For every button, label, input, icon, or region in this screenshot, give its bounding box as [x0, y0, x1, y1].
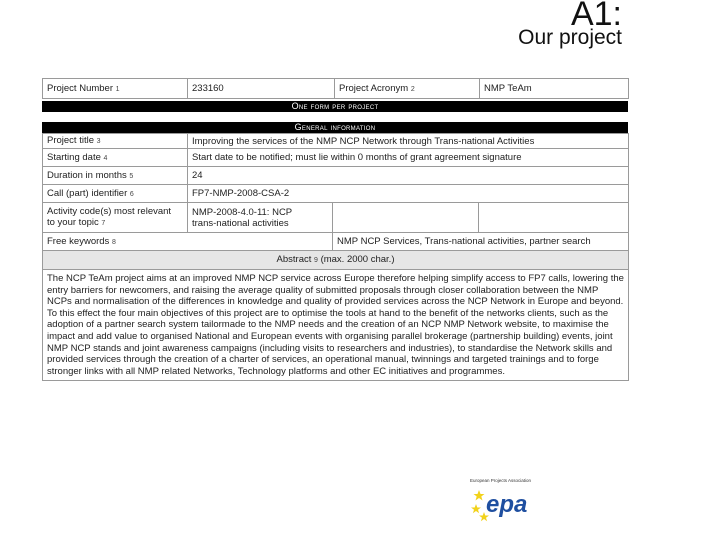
keywords-value: NMP NCP Services, Trans-national activities, partner search [333, 233, 629, 251]
project-acronym-ref: 2 [410, 85, 415, 93]
project-number-label: Project Number 1 [43, 79, 188, 99]
epa-logo-caption: European Projects Association [470, 478, 532, 483]
epa-logo-mark [470, 478, 540, 526]
general-info-table [42, 133, 629, 381]
project-form [42, 78, 628, 381]
activity-value-1: NMP-2008-4.0-11: NCP trans-national activities [188, 203, 333, 233]
start-value: Start date to be notified; must lie within 0 months of grant agreement signature [188, 149, 629, 167]
project-acronym-value: NMP TeAm [480, 79, 629, 99]
title-value: Improving the services of the NMP NCP Network through Trans-national Activities [188, 134, 629, 149]
activity-value-3 [479, 203, 629, 233]
project-acronym-label: Project Acronym 2 [335, 79, 480, 99]
duration-value: 24 [188, 167, 629, 185]
project-number-value: 233160 [188, 79, 335, 99]
top-row-table [42, 78, 629, 99]
activity-value-2 [333, 203, 479, 233]
epa-logo [470, 478, 540, 526]
slide-title: A1: [570, 0, 622, 33]
call-label: Call (part) identifier 6 [43, 185, 188, 203]
slide-subtitle: Our project [518, 26, 622, 49]
project-number-ref: 1 [115, 85, 120, 93]
epa-logo-text: epa [486, 491, 528, 518]
activity-label: Activity code(s) most relevant to your topic 7 [43, 203, 188, 233]
keywords-label: Free keywords 8 [43, 233, 333, 251]
abstract-heading: Abstract 9 (max. 2000 char.) [43, 251, 629, 270]
general-info-bar: General information [42, 122, 628, 133]
title-label: Project title 3 [43, 134, 188, 149]
start-label: Starting date 4 [43, 149, 188, 167]
abstract-text: The NCP TeAm project aims at an improved NMP NCP service across Europe therefore helping simplify access to FP7 calls, lowering the entry barriers for newcomers, and raising the average quality of submitted proposals through closer collaboration between the NMP NCPs and normalisation of the differences in knowledge and quality of provided services across the NCP Network in Europe and beyond. To this effect the four main objectives of this project are to optimise the tools at hand to the benefit of the networks clients, such as the adoption of a partner search system tailormade to the NMP needs and the creation of an NCP NMP Network website, to maximise the impact and add value to organised National and European events with organising parallel brokerage (partnership building) events, joint NMP NCP stands and joint awareness campaigns (including visits to researchers and industries), to standardise the Network skills and provided services through the creation of a charter of services, an operational manual, twinnings and targeted trainings and to forge stronger links with all NMP related Networks, Technology platforms and other EC initiatives and programmes. [43, 270, 629, 381]
call-value: FP7-NMP-2008-CSA-2 [188, 185, 629, 203]
one-form-bar: One form per project [42, 101, 628, 112]
duration-label: Duration in months 5 [43, 167, 188, 185]
